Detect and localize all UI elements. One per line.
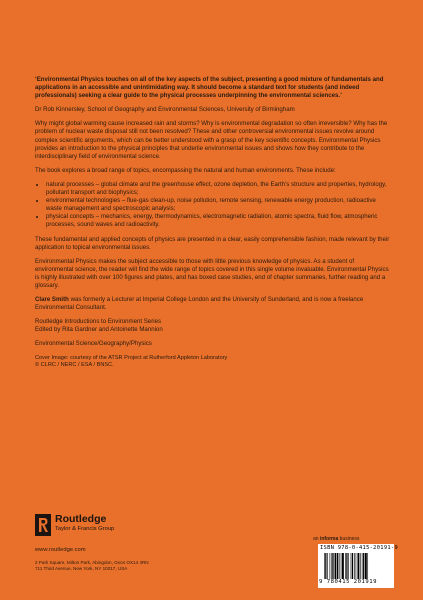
publisher-address [35, 560, 149, 572]
informa-tagline [313, 536, 359, 542]
address-line-us: 711 Third Avenue, New York, NY 10017, USA [35, 566, 128, 572]
cover-image-credit [35, 355, 390, 370]
publisher-website: www.routledge.com [35, 547, 86, 553]
scope-paragraph: The book explores a broad range of topics, encompassing the natural and human environments. These include: [35, 166, 336, 174]
informa-brand: informa [319, 536, 339, 542]
barcode-digits: 9 780415 201919 [319, 579, 378, 585]
subject-categories: Environmental Science/Geography/Physics [35, 340, 152, 348]
accessible-paragraph: Environmental Physics makes the subject accessible to those with little previous knowledge of physics. As a student of environmental science, the reader will find the wide range of topics covered in this single volume invaluable. Environmental Physics is highly illustrated with over 100 figures and plates, and has boxed case studies, end of chapter summaries, further reading and a glossary. [35, 257, 389, 289]
author-bio-text: was formerly a Lecturer at Imperial College London and the University of Sunderland, and is now a freelance Environmental Consultant. [35, 296, 364, 312]
intro-paragraph: Why might global warming cause increased rain and storms? Why is environmental degradation so often irreversible? Why has the problem of nuclear waste disposal still not been resolved? These and other controversial environmental issues revolve around complex scientific arguments, which can be better understood with a grasp of the key scientific concepts. Environmental Physics provides an introduction to the physical principles that underlie environmental issues and shows how they contribute to the interdisciplinary field of environmental science. [35, 120, 388, 160]
publisher-name: Routledge [55, 513, 107, 525]
topics-list [35, 181, 390, 230]
list-item: • physical concepts – mechanics, energy, thermodynamics, electromagnetic radiation, atomic spectra, fluid flow, atmospheric processes, sound waves and radioactivity. [46, 213, 390, 229]
informa-prefix: an [313, 536, 320, 542]
routledge-logo-icon [35, 514, 51, 536]
review-attribution: Dr Rob Kinnersley, School of Geography and Environmental Sciences, University of Birmingham [35, 106, 295, 114]
barcode-bars [324, 553, 390, 579]
series-info [35, 318, 390, 334]
isbn-label: ISBN 978-0-415-20191-9 [320, 545, 398, 551]
series-name: Routledge Introductions to Environment Series [35, 318, 162, 326]
cover-credit-line: Cover Image: courtesy of the ATSR Project at Rutherford Appleton Laboratory [35, 354, 228, 361]
list-item: • environmental technologies – flue-gas clean-up, noise pollution, remote sensing, renewable energy production, radioactive waste management and spectroscopic analysis; [46, 197, 390, 213]
concepts-paragraph: These fundamental and applied concepts of physics are presented in a clear, easily comprehensible fashion, made relevant by their application to topical environmental issues. [35, 235, 390, 251]
author-name: Clare Smith [35, 296, 69, 304]
series-editors: Edited by Rita Gardner and Antoinette Mannion [35, 326, 163, 334]
informa-suffix: business [338, 536, 360, 542]
publisher-logo [35, 514, 185, 536]
back-cover-text [35, 76, 390, 369]
review-quote: ‘Environmental Physics touches on all of the key aspects of the subject, presenting a good mixture of fundamentals and applications in an accessible and unintimidating way. It should become a standard text for students (and indeed professionals) seeking a clear guide to the physical processes underpinning the environmental sciences.’ [35, 76, 384, 100]
address-line-uk: 2 Park Square, Milton Park, Abingdon, Oxon OX14 4RN [35, 560, 149, 565]
cover-copyright-line: © CLRC / NERC / ESA / BNSC. [35, 361, 114, 368]
author-bio [35, 296, 390, 312]
list-item: • natural processes – global climate and the greenhouse effect, ozone depletion, the Earth’s structure and properties, hydrology, pollutant transport and biophysics; [46, 181, 390, 197]
publisher-group: Taylor & Francis Group [55, 525, 115, 532]
barcode [318, 544, 398, 588]
